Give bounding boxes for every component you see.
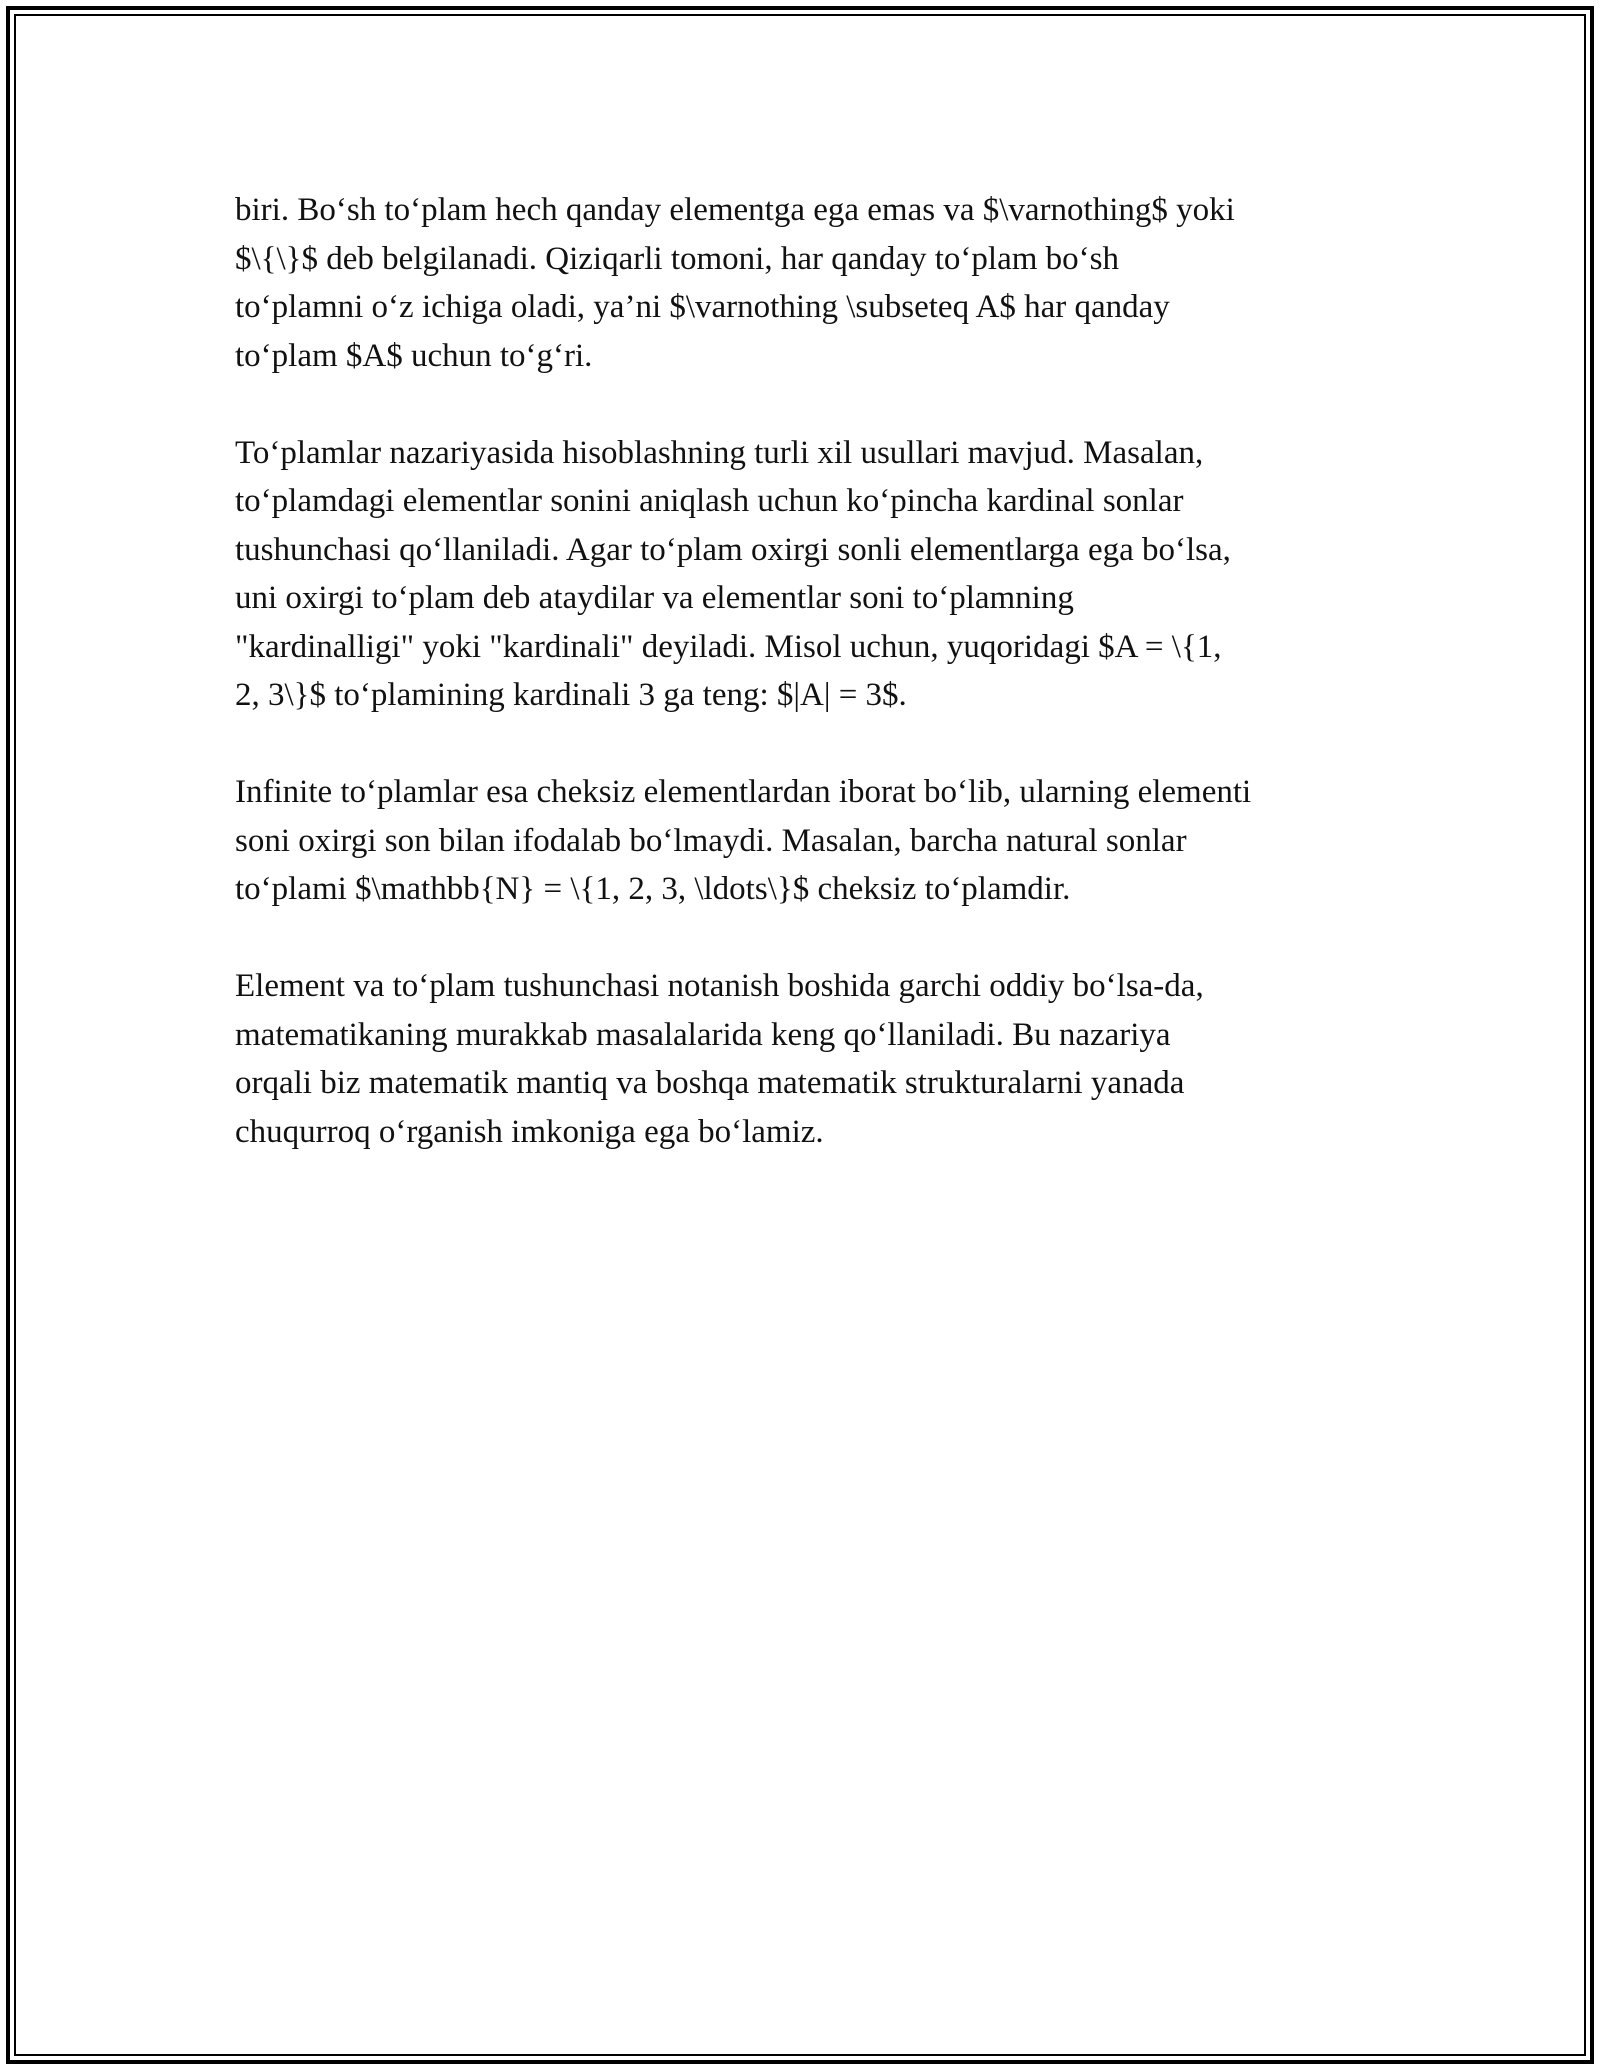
text-line: $\{\}$ deb belgilanadi. Qiziqarli tomoni, har qanday to‘plam bo‘sh — [235, 240, 1119, 277]
paragraph-cardinality — [235, 429, 1375, 720]
text-line: "kardinalligi" yoki "kardinali" deyiladi. Misol uchun, yuqoridagi $A = \{1, — [235, 628, 1222, 665]
text-line: to‘plamdagi elementlar sonini aniqlash uchun ko‘pincha kardinal sonlar — [235, 483, 1184, 519]
paragraph-infinite-sets — [235, 768, 1375, 914]
text-line: to‘plam $A$ uchun to‘g‘ri. — [235, 337, 593, 374]
text-line: To‘plamlar nazariyasida hisoblashning turli xil usullari mavjud. Masalan, — [235, 434, 1204, 471]
text-line: biri. Bo‘sh to‘plam hech qanday elementga ega emas va $\varnothing$ yoki — [235, 192, 1235, 228]
text-line: tushunchasi qo‘llaniladi. Agar to‘plam oxirgi sonli elementlarga ega bo‘lsa, — [235, 531, 1231, 568]
paragraph-empty-set — [235, 186, 1375, 380]
document-body — [235, 186, 1375, 1205]
text-line: 2, 3\}$ to‘plamining kardinali 3 ga teng: $|A| = 3$. — [235, 677, 907, 713]
text-line: chuqurroq o‘rganish imkoniga ega bo‘lamiz. — [235, 1113, 824, 1150]
text-line: to‘plami $\mathbb{N} = \{1, 2, 3, \ldots\}$ cheksiz to‘plamdir. — [235, 871, 1071, 907]
text-line: uni oxirgi to‘plam deb ataydilar va elementlar soni to‘plamning — [235, 580, 1074, 616]
text-line: matematikaning murakkab masalalarida keng qo‘llaniladi. Bu nazariya — [235, 1016, 1171, 1053]
text-line: soni oxirgi son bilan ifodalab bo‘lmaydi. Masalan, barcha natural sonlar — [235, 822, 1187, 859]
text-line: orqali biz matematik mantiq va boshqa matematik strukturalarni yanada — [235, 1065, 1185, 1101]
text-line: Infinite to‘plamlar esa cheksiz elementlardan iborat bo‘lib, ularning elementi — [235, 774, 1252, 810]
paragraph-conclusion — [235, 962, 1375, 1156]
text-line: to‘plamni o‘z ichiga oladi, ya’ni $\varnothing \subseteq A$ har qanday — [235, 289, 1170, 325]
text-line: Element va to‘plam tushunchasi notanish boshida garchi oddiy bo‘lsa-da, — [235, 968, 1204, 1004]
